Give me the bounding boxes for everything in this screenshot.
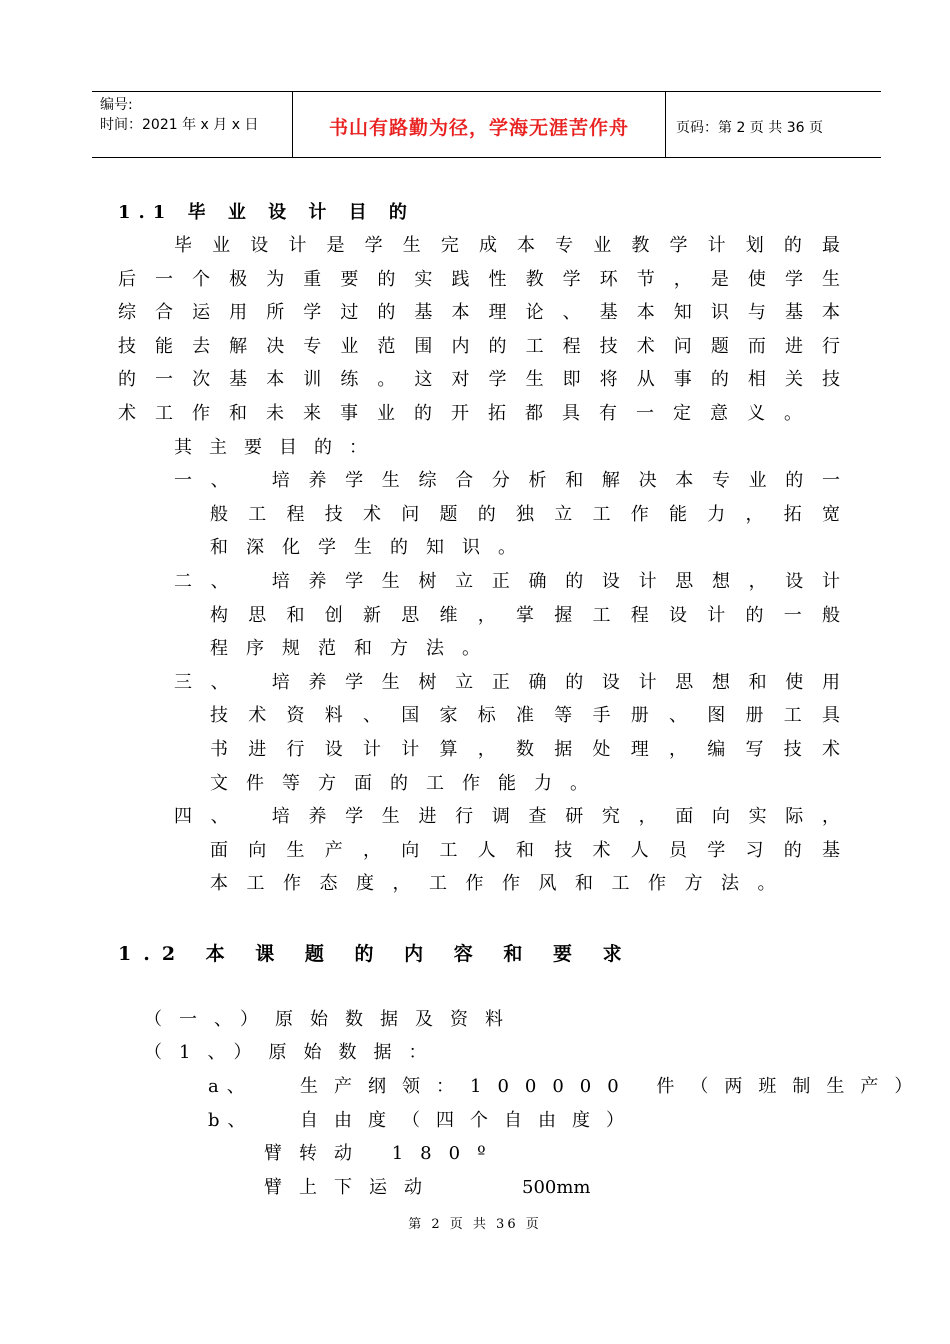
list-item xyxy=(118,800,840,901)
list-item-line: 三、 培养学生树立正确的设计思想和使用 xyxy=(174,671,840,693)
subsection-heading: （一、）原始数据及资料 xyxy=(144,1008,520,1030)
paragraph-line: 的一次基本训练。这对学生即将从事的相关技 xyxy=(118,369,840,391)
page-header xyxy=(92,91,881,158)
item-label: b、 xyxy=(208,1109,254,1131)
header-meta-cell xyxy=(92,92,293,157)
list-item-line: 般工程技术问题的独立工作能力，拓宽 xyxy=(210,503,840,525)
document-body xyxy=(118,196,929,1204)
item-text: 自由度（四个自由度） xyxy=(300,1109,640,1131)
paragraph-line: 技能去解决专业范围内的工程技术问题而进行 xyxy=(118,335,840,357)
list-item xyxy=(118,666,840,800)
item-label: a、 xyxy=(208,1076,253,1098)
list-item-line: 四、 培养学生进行调查研究，面向实际， xyxy=(174,806,840,828)
header-motto: 书山有路勤为径，学海无涯苦作舟 xyxy=(293,92,666,157)
list-item-line: 二、 培养学生树立正确的设计思想，设计 xyxy=(174,570,840,592)
list-item-line: 构思和创新思维，掌握工程设计的一般 xyxy=(210,604,840,626)
document-number-label: 编号: xyxy=(100,97,133,113)
list-item-line: 程序规范和方法。 xyxy=(210,638,498,660)
list-item-line: 一、 培养学生综合分析和解决本专业的一 xyxy=(174,470,840,492)
list-item-line: 文件等方面的工作能力。 xyxy=(210,772,606,794)
raw-data-item-a xyxy=(208,1070,929,1104)
purpose-list xyxy=(118,464,840,901)
list-item xyxy=(118,565,840,666)
raw-data-item-b xyxy=(208,1104,840,1138)
section1-paragraph xyxy=(118,229,840,431)
arm-updown-spec xyxy=(264,1171,840,1205)
purpose-intro: 其主要目的： xyxy=(174,436,384,458)
spec-value: 500mm xyxy=(522,1176,591,1198)
item-text: 生产纲领：100000 件（两班制生产） xyxy=(300,1076,929,1098)
document-time-label: 时间：2021 年 x 月 x 日 xyxy=(100,117,259,133)
arm-rotation-spec: 臂转动 180º xyxy=(264,1143,503,1165)
paragraph-line: 后一个极为重要的实践性教学环节，是使学生 xyxy=(118,268,840,290)
section-title-1-2: 1.2 本 课 题 的 内 容 和 要 求 xyxy=(118,942,634,965)
paragraph-line: 术工作和未来事业的开拓都具有一定意义。 xyxy=(118,402,821,424)
subsection-heading: （1、）原始数据： xyxy=(144,1042,444,1064)
page-footer: 第 2 页 共 36 页 xyxy=(408,1217,542,1232)
list-item-line: 面向生产，向工人和技术人员学习的基 xyxy=(210,839,840,861)
section-title-1-1: 1.1 毕 业 设 计 目 的 xyxy=(118,202,415,223)
list-item-line: 技术资料、国家标准等手册、图册工具 xyxy=(210,705,840,727)
list-item-line: 本工作态度，工作作风和工作方法。 xyxy=(210,873,794,895)
spec-label: 臂上下运动 xyxy=(264,1176,439,1198)
list-item-line: 书进行设计计算，数据处理，编写技术 xyxy=(210,738,840,760)
list-item-line: 和深化学生的知识。 xyxy=(210,537,534,559)
paragraph-line: 毕业设计是学生完成本专业教学计划的最 xyxy=(174,235,840,256)
list-item xyxy=(118,464,840,565)
paragraph-line: 综合运用所学过的基本理论、基本知识与基本 xyxy=(118,302,840,324)
header-page-number: 页码：第 2 页 共 36 页 xyxy=(676,119,823,136)
